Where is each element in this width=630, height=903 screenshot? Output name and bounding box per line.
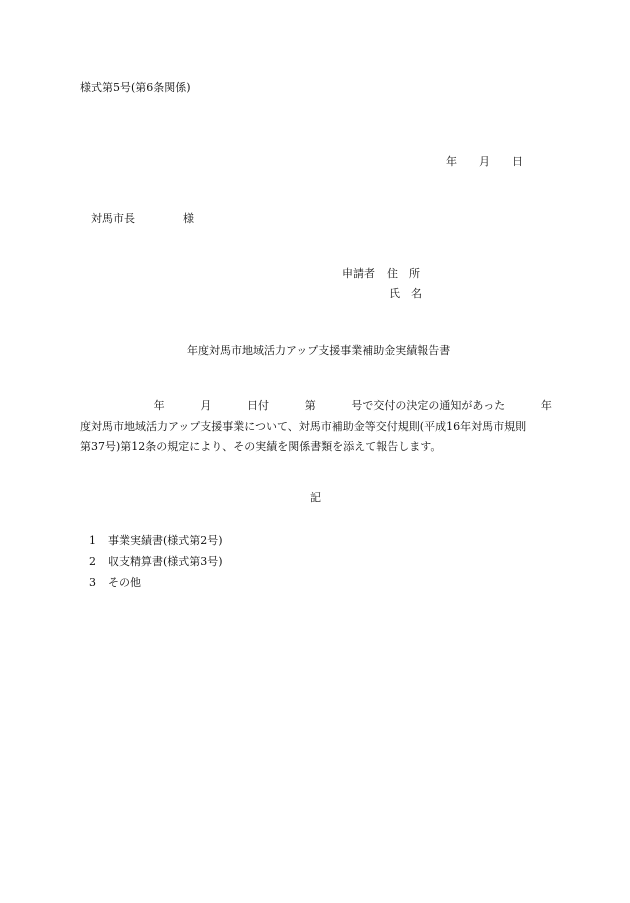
attachment-label: 事業実績書(様式第2号)	[108, 534, 223, 547]
applicant-name-label: 氏 名	[389, 287, 422, 300]
body-line-2: 度対馬市地域活力アップ支援事業について、対馬市補助金等交付規則(平成16年対馬市規則	[80, 419, 527, 433]
form-number: 様式第5号(第6条関係)	[80, 81, 191, 94]
body-line-3: 第37号)第12条の規定により、その実績を関係書類を添えて報告します。	[80, 440, 442, 453]
attachment-label: 収支精算書(様式第3号)	[108, 555, 223, 568]
recipient-name: 対馬市長	[91, 212, 135, 225]
body-month-blank: 月	[200, 399, 212, 412]
ki-heading: 記	[310, 491, 321, 504]
body-paragraph	[80, 396, 552, 458]
attachment-number: 1	[89, 534, 96, 547]
attachment-item	[89, 572, 223, 593]
attachment-list	[89, 530, 223, 593]
applicant-address-line	[342, 268, 420, 279]
attachment-number: 3	[89, 576, 96, 589]
attachment-item	[89, 551, 223, 572]
recipient	[91, 213, 194, 224]
attachment-label: その他	[108, 576, 141, 589]
attachment-item	[89, 530, 223, 551]
body-day-label: 日付	[247, 399, 270, 412]
body-number-prefix: 第	[304, 399, 316, 412]
recipient-honorific: 様	[183, 212, 194, 225]
date-line	[446, 156, 523, 167]
date-day-label: 日	[512, 155, 523, 168]
date-month-label: 月	[479, 155, 490, 168]
date-year-label: 年	[446, 155, 457, 168]
applicant-name-line	[389, 288, 422, 299]
body-number-suffix: 号で交付の決定の通知があった	[351, 399, 506, 412]
body-line-1	[80, 396, 552, 417]
applicant-address-label: 住 所	[387, 267, 420, 280]
body-fiscal-year: 年	[540, 399, 552, 412]
applicant-label: 申請者	[342, 267, 375, 280]
attachment-number: 2	[89, 555, 96, 568]
document-title: 年度対馬市地域活力アップ支援事業補助金実績報告書	[187, 344, 451, 357]
body-year-blank: 年	[153, 399, 165, 412]
